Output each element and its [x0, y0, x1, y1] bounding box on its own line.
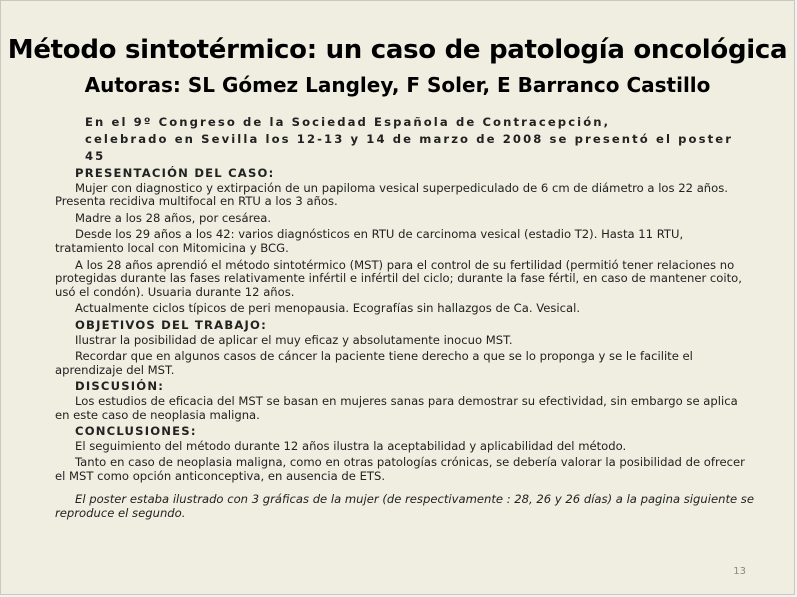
paragraph: Los estudios de eficacia del MST se basan en mujeres sanas para demostrar su efectividad, sin embargo se aplica en este caso de neoplasia maligna.	[55, 393, 738, 422]
intro-line-1: En el 9º Congreso de la Sociedad Española de Contracepción,	[85, 115, 611, 129]
paragraph: A los 28 años aprendió el método sintotérmico (MST) para el control de su fertilidad (permitió tener relaciones no protegidas durante las fases relativamente infértil e infértil del ciclo; durante la fase fértil, en caso de mantener coito, usó el condón). Usuaria durante 12 años.	[55, 257, 742, 299]
paragraph: Actualmente ciclos típicos de peri menopausia. Ecografías sin hallazgos de Ca. Vesical.	[75, 301, 581, 316]
poster-note: El poster estaba ilustrado con 3 gráficas de la mujer (de respectivamente : 28, 26 y 26 días) a la pagina siguiente se reproduce el segundo.	[55, 492, 754, 521]
section-heading: PRESENTACIÓN DEL CASO:	[75, 166, 275, 180]
page-title: Método sintotérmico: un caso de patología oncológica	[7, 35, 788, 65]
section-heading: CONCLUSIONES:	[75, 424, 197, 439]
page-number: 13	[733, 566, 746, 577]
paragraph: Mujer con diagnostico y extirpación de un papiloma vesical superpediculado de 6 cm de diámetro a los 22 años. Presenta recidiva multifocal en RTU a los 3 años.	[55, 180, 728, 209]
section-heading: OBJETIVOS DEL TRABAJO:	[75, 317, 267, 332]
paragraph: Desde los 29 años a los 42: varios diagnósticos en RTU de carcinoma vesical (estadio T2). Hasta 11 RTU, tratamiento local con Mitomicina y BCG.	[55, 227, 684, 255]
section-objetivos	[55, 319, 755, 377]
paragraph: Recordar que en algunos casos de cáncer la paciente tiene derecho a que se lo proponga y se le facilite el aprendizaje del MST.	[55, 349, 693, 377]
content-body	[55, 167, 755, 521]
section-conclusiones	[55, 425, 755, 483]
paragraph: Ilustrar la posibilidad de aplicar el muy eficaz y absolutamente inocuo MST.	[75, 332, 513, 347]
paragraph: Tanto en caso de neoplasia maligna, como en otras patologías crónicas, se debería valorar la posibilidad de ofrecer el MST como opción anticonceptiva, en ausencia de ETS.	[55, 455, 745, 483]
intro-line-2: celebrado en Sevilla los 12-13 y 14 de marzo de 2008 se presentó el poster 45	[85, 132, 734, 163]
section-presentacion	[55, 167, 755, 316]
section-discusion	[55, 380, 755, 422]
section-heading: DISCUSIÓN:	[75, 379, 165, 394]
intro-text	[85, 114, 745, 165]
paragraph: El seguimiento del método durante 12 años ilustra la aceptabilidad y aplicabilidad del método.	[75, 438, 627, 453]
authors-subtitle: Autoras: SL Gómez Langley, F Soler, E Barranco Castillo	[84, 73, 711, 97]
paragraph: Madre a los 28 años, por cesárea.	[75, 210, 272, 225]
